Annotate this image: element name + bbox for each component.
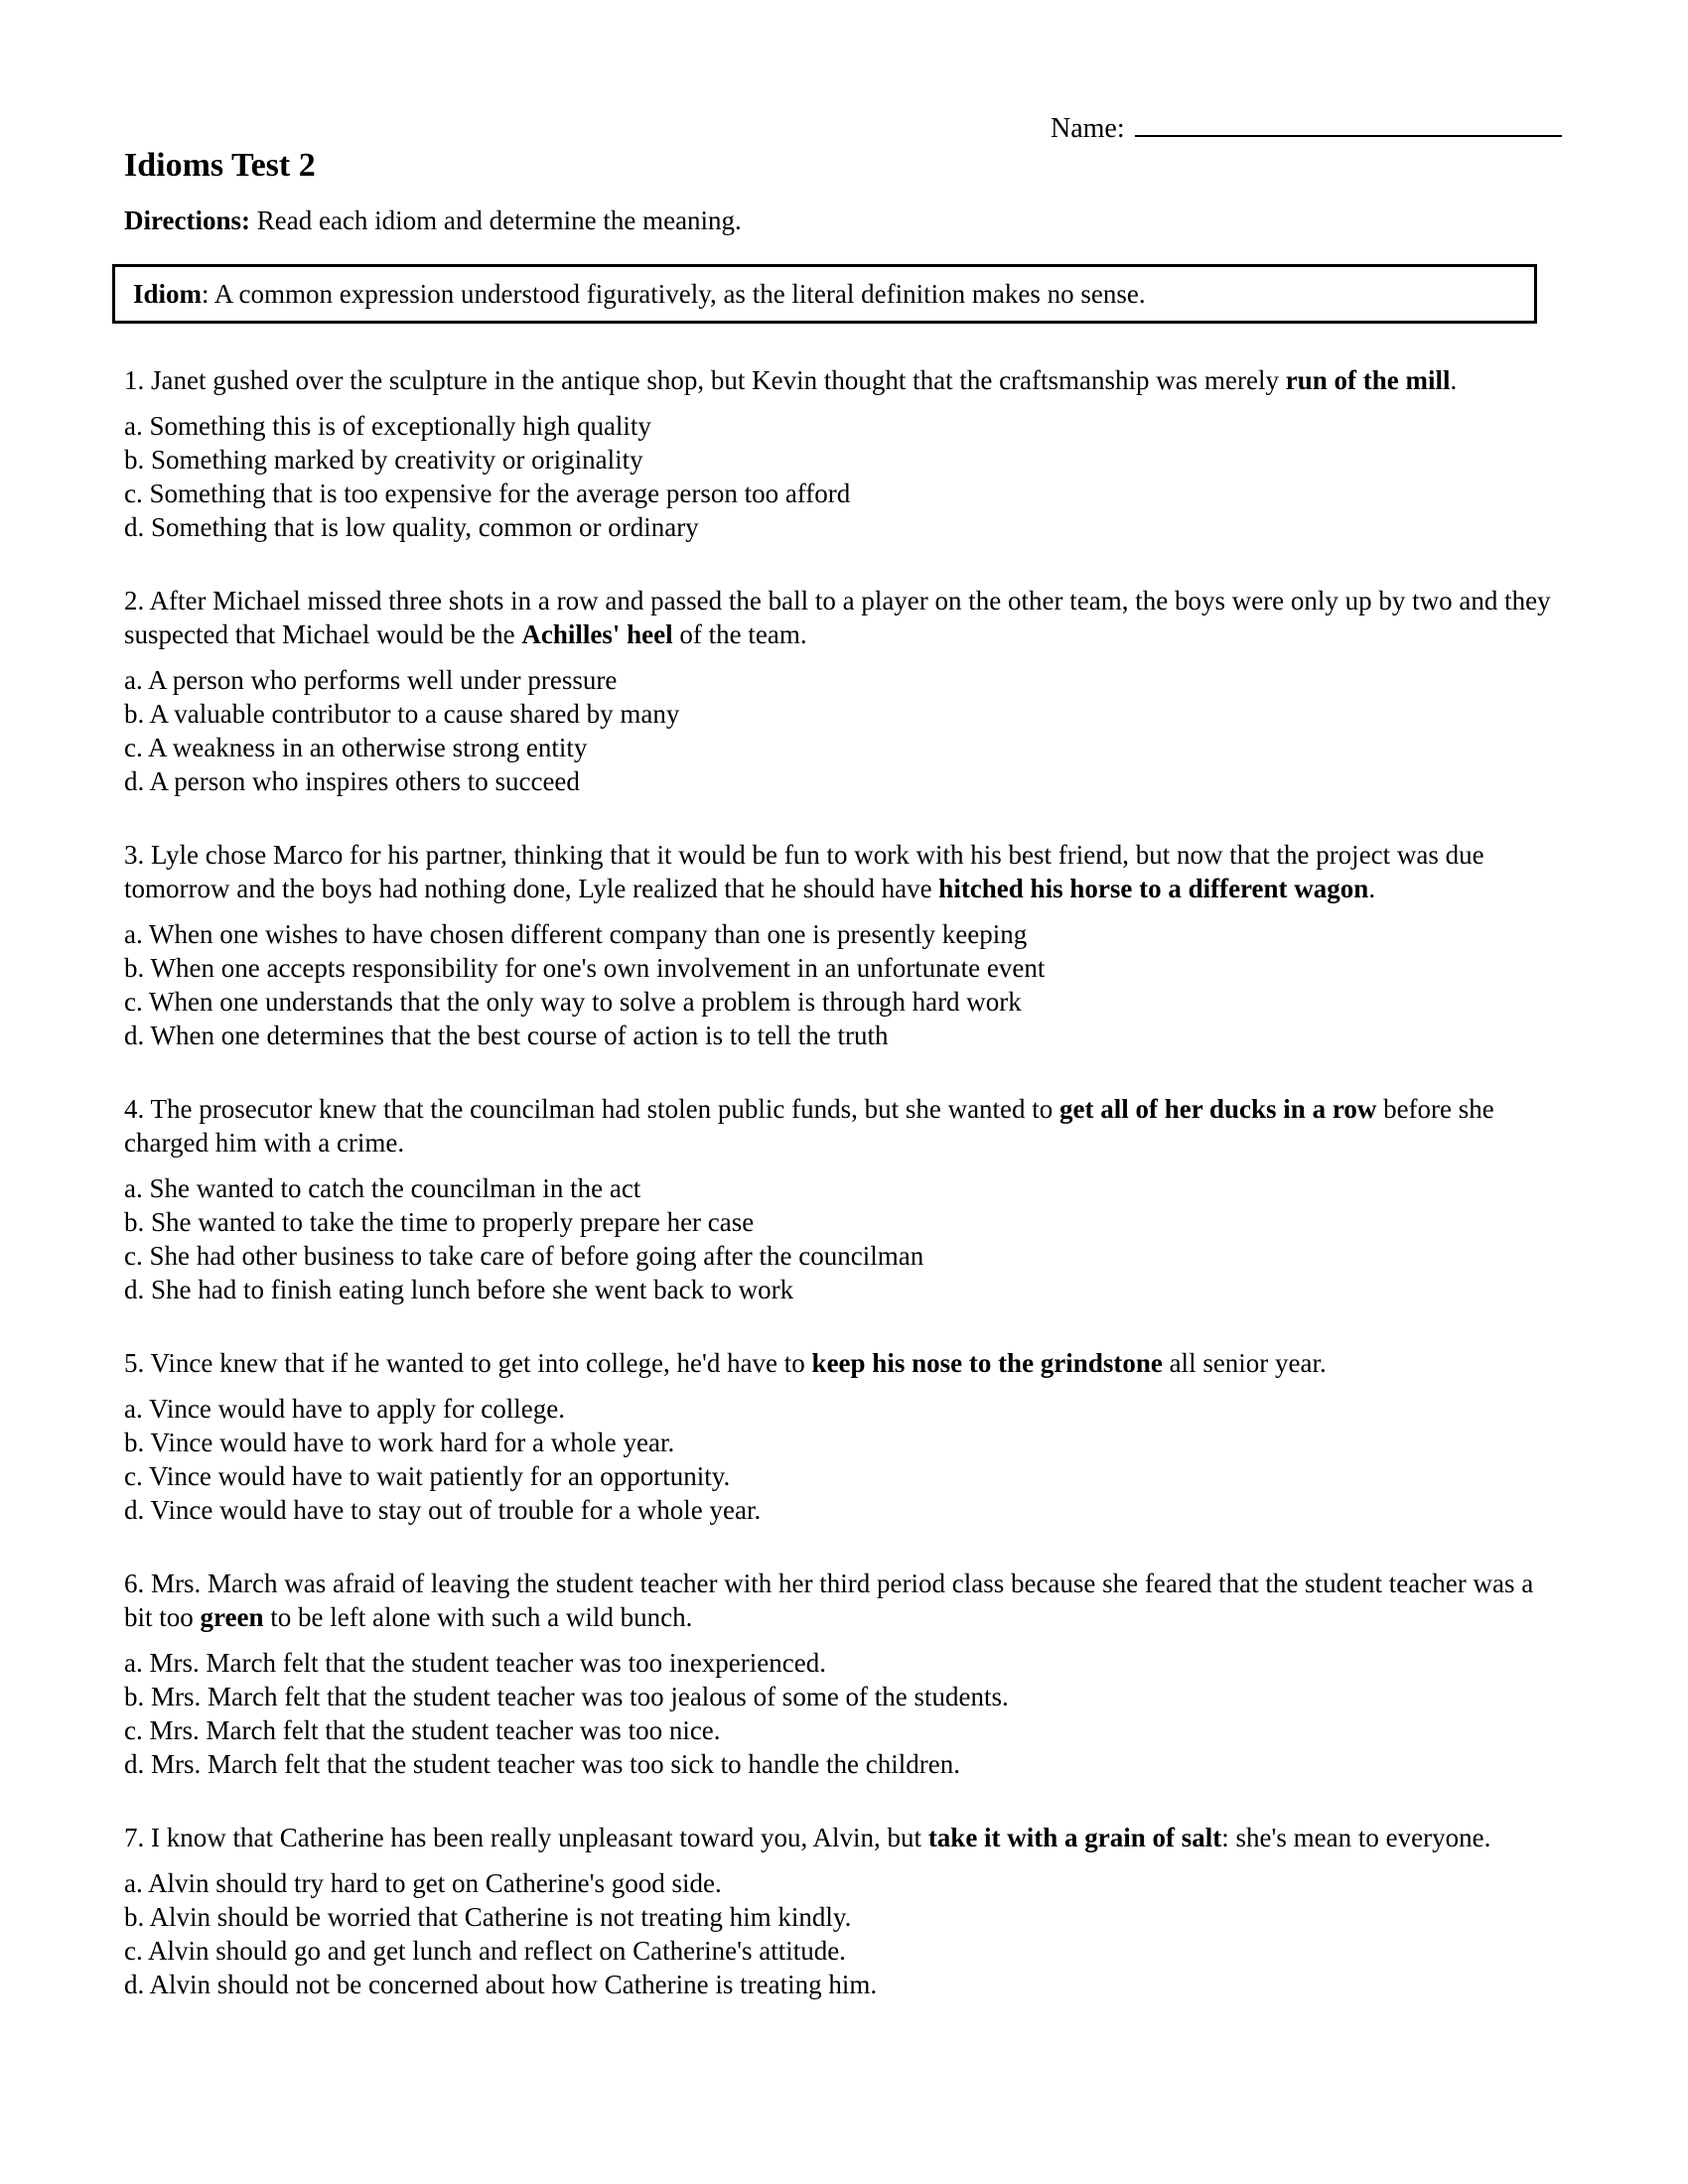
question-5-option-b: b. Vince would have to work hard for a whole year. bbox=[124, 1428, 675, 1457]
question-3-option-b: b. When one accepts responsibility for one's own involvement in an unfortunate event bbox=[124, 953, 1046, 983]
stem-text-before: 3. Lyle chose Marco for his partner, thinking that it would be fun to work with his best friend, but now that the project was due tomorrow and the boys had nothing done, Lyle realized that he should have bbox=[124, 840, 1484, 903]
question-2-option-a: a. A person who performs well under pressure bbox=[124, 665, 618, 695]
idiom-phrase: Achilles' heel bbox=[521, 619, 673, 649]
question-7-option-c: c. Alvin should go and get lunch and reflect on Catherine's attitude. bbox=[124, 1936, 846, 1966]
question-4-option-c: c. She had other business to take care of before going after the councilman bbox=[124, 1241, 924, 1271]
question-4 bbox=[124, 1092, 1564, 1306]
question-4-option-d: d. She had to finish eating lunch before she went back to work bbox=[124, 1275, 794, 1304]
worksheet-content bbox=[124, 145, 1564, 2001]
name-blank-line[interactable] bbox=[1135, 105, 1562, 137]
question-1-option-b: b. Something marked by creativity or originality bbox=[124, 445, 643, 475]
stem-text-before: 7. I know that Catherine has been really unpleasant toward you, Alvin, but bbox=[124, 1823, 928, 1852]
question-3-option-c: c. When one understands that the only way to solve a problem is through hard work bbox=[124, 987, 1022, 1017]
stem-text-before: 4. The prosecutor knew that the councilman had stolen public funds, but she wanted to bbox=[124, 1094, 1060, 1124]
stem-text-after: to be left alone with such a wild bunch. bbox=[263, 1602, 693, 1632]
question-2-option-c: c. A weakness in an otherwise strong entity bbox=[124, 733, 588, 762]
name-label: Name: bbox=[1051, 113, 1125, 144]
stem-text-before: 1. Janet gushed over the sculpture in the antique shop, but Kevin thought that the craftsmanship was merely bbox=[124, 365, 1286, 395]
idiom-phrase: hitched his horse to a different wagon bbox=[938, 874, 1369, 903]
question-5-option-a: a. Vince would have to apply for college. bbox=[124, 1394, 565, 1424]
question-6-stem bbox=[124, 1567, 1564, 1634]
idiom-phrase: get all of her ducks in a row bbox=[1059, 1094, 1377, 1124]
question-1-option-c: c. Something that is too expensive for the average person too afford bbox=[124, 478, 851, 508]
question-2-option-b: b. A valuable contributor to a cause shared by many bbox=[124, 699, 680, 729]
question-5 bbox=[124, 1346, 1564, 1527]
question-1-option-d: d. Something that is low quality, common or ordinary bbox=[124, 512, 699, 542]
question-3 bbox=[124, 838, 1564, 1052]
page-title: Idioms Test 2 bbox=[124, 147, 316, 184]
stem-text-after: . bbox=[1368, 874, 1376, 903]
question-4-stem bbox=[124, 1092, 1564, 1160]
stem-text-before: 5. Vince knew that if he wanted to get into college, he'd have to bbox=[124, 1348, 812, 1378]
question-6-option-a: a. Mrs. March felt that the student teacher was too inexperienced. bbox=[124, 1648, 826, 1678]
directions bbox=[124, 204, 1564, 237]
idiom-phrase: keep his nose to the grindstone bbox=[811, 1348, 1163, 1378]
question-7-option-d: d. Alvin should not be concerned about how Catherine is treating him. bbox=[124, 1970, 878, 1999]
stem-text-after: . bbox=[1450, 365, 1458, 395]
idiom-definition-label: Idiom bbox=[133, 279, 203, 309]
question-4-option-b: b. She wanted to take the time to properly prepare her case bbox=[124, 1207, 755, 1237]
question-6-option-c: c. Mrs. March felt that the student teacher was too nice. bbox=[124, 1715, 721, 1745]
question-6-option-b: b. Mrs. March felt that the student teacher was too jealous of some of the students. bbox=[124, 1682, 1009, 1711]
question-5-option-c: c. Vince would have to wait patiently for an opportunity. bbox=[124, 1461, 731, 1491]
name-row bbox=[1051, 105, 1562, 146]
question-6 bbox=[124, 1567, 1564, 1781]
idiom-definition-text: : A common expression understood figuratively, as the literal definition makes no sense. bbox=[202, 279, 1146, 309]
question-1-stem bbox=[124, 363, 1564, 397]
question-1-option-a: a. Something this is of exceptionally high quality bbox=[124, 411, 651, 441]
question-6-option-d: d. Mrs. March felt that the student teacher was too sick to handle the children. bbox=[124, 1749, 960, 1779]
directions-text: Read each idiom and determine the meaning. bbox=[249, 205, 742, 235]
question-3-stem bbox=[124, 838, 1564, 905]
idiom-phrase: green bbox=[200, 1602, 264, 1632]
question-4-option-a: a. She wanted to catch the councilman in the act bbox=[124, 1173, 641, 1203]
stem-text-after: before she charged him with a crime. bbox=[124, 1094, 1494, 1158]
directions-label: Directions: bbox=[124, 205, 250, 235]
question-1 bbox=[124, 363, 1564, 544]
question-5-option-d: d. Vince would have to stay out of trouble for a whole year. bbox=[124, 1495, 762, 1525]
stem-text-after: all senior year. bbox=[1162, 1348, 1327, 1378]
question-3-option-d: d. When one determines that the best course of action is to tell the truth bbox=[124, 1021, 889, 1050]
question-3-option-a: a. When one wishes to have chosen different company than one is presently keeping bbox=[124, 919, 1028, 949]
question-2-option-d: d. A person who inspires others to succeed bbox=[124, 766, 580, 796]
idiom-phrase: take it with a grain of salt bbox=[927, 1823, 1222, 1852]
question-7 bbox=[124, 1821, 1564, 2001]
question-5-stem bbox=[124, 1346, 1564, 1380]
stem-text-before: 2. After Michael missed three shots in a row and passed the ball to a player on the other team, the boys were only up by two and they suspected that Michael would be the bbox=[124, 586, 1551, 649]
question-2-stem bbox=[124, 584, 1564, 651]
question-7-option-b: b. Alvin should be worried that Catherine is not treating him kindly. bbox=[124, 1902, 852, 1932]
stem-text-after: : she's mean to everyone. bbox=[1221, 1823, 1491, 1852]
idiom-phrase: run of the mill bbox=[1285, 365, 1451, 395]
question-7-stem bbox=[124, 1821, 1564, 1854]
question-7-option-a: a. Alvin should try hard to get on Catherine's good side. bbox=[124, 1868, 722, 1898]
stem-text-after: of the team. bbox=[672, 619, 807, 649]
question-2 bbox=[124, 584, 1564, 798]
idiom-definition-box bbox=[112, 264, 1537, 324]
stem-text-before: 6. Mrs. March was afraid of leaving the student teacher with her third period class because she feared that the student teacher was a bit too bbox=[124, 1569, 1534, 1632]
